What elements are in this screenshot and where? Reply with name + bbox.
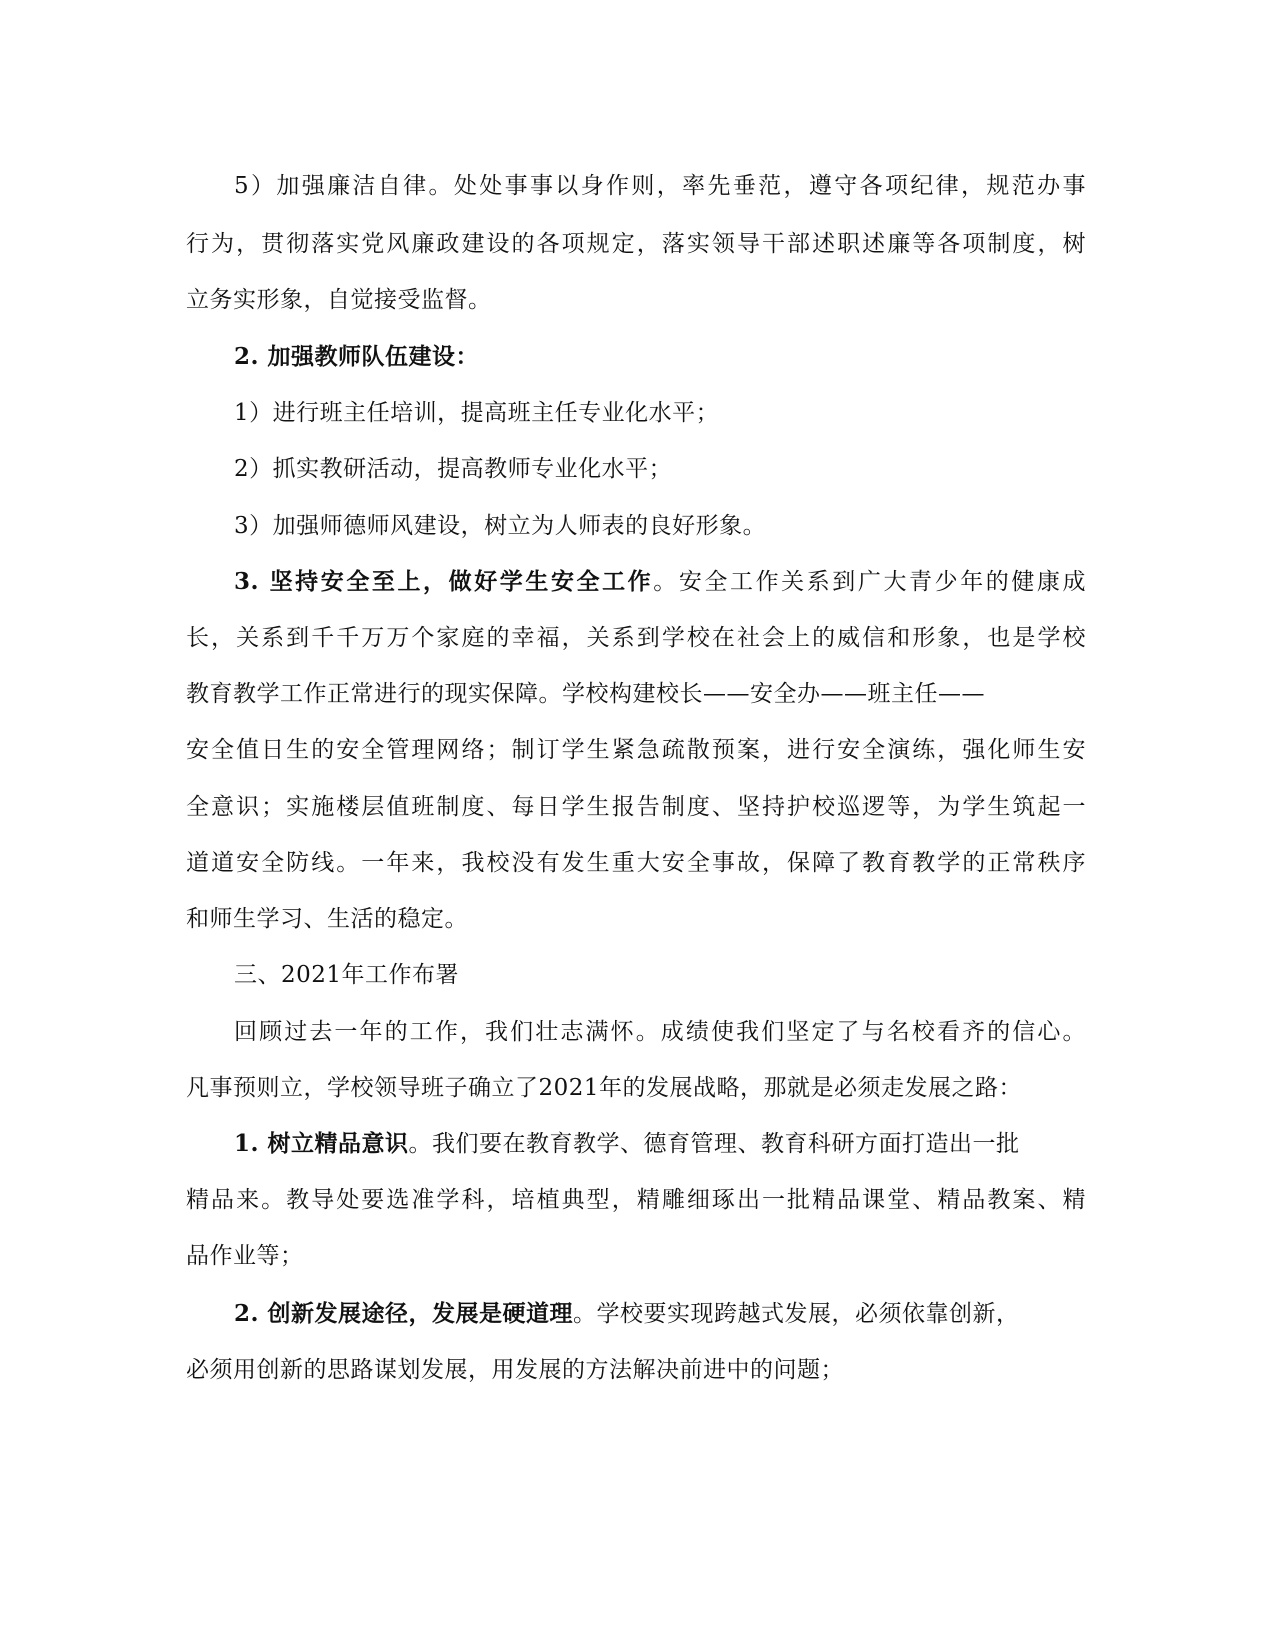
p1-line3: 立务实形象，自觉接受监督。 xyxy=(186,287,492,313)
p3-lead: 3. 坚持安全至上，做好学生安全工作 xyxy=(234,568,654,595)
document-page xyxy=(186,0,1086,1650)
p1-line1: 5）加强廉洁自律。处处事事以身作则，率先垂范，遵守各项纪律，规范办事 xyxy=(234,173,1086,199)
p3-line4: 安全值日生的安全管理网络；制订学生紧急疏散预案，进行安全演练，强化师生安 xyxy=(186,737,1086,763)
p5-line2: 精品来。教导处要选准学科，培植典型，精雕细琢出一批精品课堂、精品教案、精 xyxy=(186,1187,1086,1213)
p5-line1 xyxy=(234,1129,1020,1159)
p5-line1-rest: 。我们要在教育教学、德育管理、教育科研方面打造出一批 xyxy=(408,1131,1020,1157)
section-heading-2021: 三、2021年工作布署 xyxy=(234,962,460,988)
list-item-3: 3）加强师德师风建设，树立为人师表的良好形象。 xyxy=(234,513,767,539)
p3-line3: 教育教学工作正常进行的现实保障。学校构建校长——安全办——班主任—— xyxy=(186,681,985,707)
list-item-2: 2）抓实教研活动，提高教师专业化水平； xyxy=(234,456,673,482)
p3-line6: 道道安全防线。一年来，我校没有发生重大安全事故，保障了教育教学的正常秩序 xyxy=(186,850,1086,876)
p4-line1: 回顾过去一年的工作，我们壮志满怀。成绩使我们坚定了与名校看齐的信心。 xyxy=(234,1019,1086,1045)
p5-line3: 品作业等； xyxy=(186,1243,304,1269)
list-item-1: 1）进行班主任培训，提高班主任专业化水平； xyxy=(234,400,720,426)
p6-line1 xyxy=(234,1299,1020,1329)
section-heading-teacher-team: 2. 加强教师队伍建设： xyxy=(234,343,480,370)
p5-lead: 1. 树立精品意识 xyxy=(234,1130,409,1157)
p6-line1-rest: 。学校要实现跨越式发展，必须依靠创新， xyxy=(573,1301,1020,1327)
p3-line5: 全意识；实施楼层值班制度、每日学生报告制度、坚持护校巡逻等，为学生筑起一 xyxy=(186,794,1086,820)
p3-line2: 长，关系到千千万万个家庭的幸福，关系到学校在社会上的威信和形象，也是学校 xyxy=(186,625,1086,651)
p4-line2: 凡事预则立，学校领导班子确立了2021年的发展战略，那就是必须走发展之路： xyxy=(186,1075,1023,1101)
p3-line7: 和师生学习、生活的稳定。 xyxy=(186,906,468,932)
p6-line2: 必须用创新的思路谋划发展，用发展的方法解决前进中的问题； xyxy=(186,1357,844,1383)
p3-line1 xyxy=(234,567,1086,597)
p3-line1-rest: 。安全工作关系到广大青少年的健康成 xyxy=(653,569,1086,595)
p1-line2: 行为，贯彻落实党风廉政建设的各项规定，落实领导干部述职述廉等各项制度，树 xyxy=(186,231,1086,257)
p6-lead: 2. 创新发展途径，发展是硬道理 xyxy=(234,1300,574,1327)
